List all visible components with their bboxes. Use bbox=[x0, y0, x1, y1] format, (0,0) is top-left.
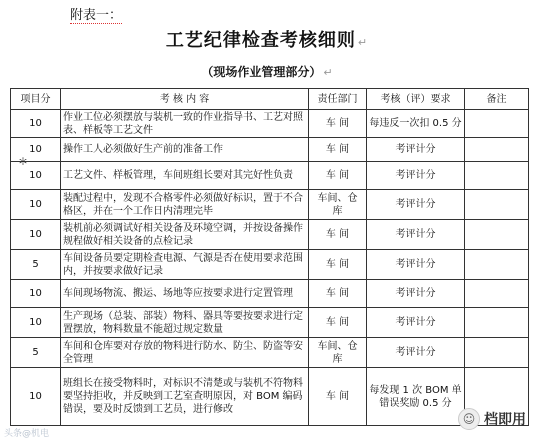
remarks-cell bbox=[465, 220, 529, 250]
score-cell: 10 bbox=[11, 308, 61, 338]
requirement-cell: 考评计分 bbox=[367, 250, 465, 280]
dept-cell: 车 间 bbox=[309, 138, 367, 162]
inspection-table bbox=[10, 88, 529, 426]
star-marker: ＊ bbox=[18, 157, 28, 168]
remarks-cell bbox=[465, 162, 529, 190]
watermark-right bbox=[458, 408, 526, 430]
requirement-cell: 每发现 1 次 BOM 单错误奖励 0.5 分 bbox=[367, 368, 465, 426]
content-cell: 操作工人必须做好生产前的准备工作 bbox=[61, 138, 309, 162]
appendix-label: 附表一： bbox=[70, 8, 123, 23]
score-cell: 10 bbox=[11, 220, 61, 250]
content-cell: 工艺文件、样板管理，车间班组长要对其完好性负责 bbox=[61, 162, 309, 190]
wechat-icon: ☺ bbox=[458, 408, 480, 430]
score-cell: 10 bbox=[11, 162, 61, 190]
remarks-cell bbox=[465, 250, 529, 280]
table-row bbox=[11, 110, 529, 138]
remarks-cell bbox=[465, 338, 529, 368]
dept-cell: 车 间 bbox=[309, 368, 367, 426]
requirement-cell: 考评计分 bbox=[367, 190, 465, 220]
table-row bbox=[11, 368, 529, 426]
dept-cell: 车间、仓 库 bbox=[309, 338, 367, 368]
requirement-cell: 考评计分 bbox=[367, 338, 465, 368]
requirement-cell: 考评计分 bbox=[367, 162, 465, 190]
remarks-cell bbox=[465, 280, 529, 308]
remarks-cell bbox=[465, 110, 529, 138]
score-cell: 5 bbox=[11, 338, 61, 368]
page-subtitle: （现场作业管理部分） ↵ bbox=[201, 65, 333, 79]
requirement-cell: 考评计分 bbox=[367, 138, 465, 162]
requirement-cell: 每违反一次扣 0.5 分 bbox=[367, 110, 465, 138]
remarks-cell bbox=[465, 138, 529, 162]
score-cell: 10 bbox=[11, 368, 61, 426]
dept-cell: 车 间 bbox=[309, 280, 367, 308]
column-header-dept: 责任部门 bbox=[309, 89, 367, 110]
page-title: 工艺纪律检查考核细则 ↵ bbox=[165, 30, 369, 51]
dept-cell: 车 间 bbox=[309, 308, 367, 338]
table-row bbox=[11, 338, 529, 368]
score-cell: 10 bbox=[11, 110, 61, 138]
table-row bbox=[11, 220, 529, 250]
remarks-cell bbox=[465, 190, 529, 220]
score-cell: 10 bbox=[11, 138, 61, 162]
content-cell: 车间现场物流、搬运、场地等应按要求进行定置管理 bbox=[61, 280, 309, 308]
requirement-cell: 考评计分 bbox=[367, 280, 465, 308]
dept-cell: 车 间 bbox=[309, 162, 367, 190]
score-cell: 5 bbox=[11, 250, 61, 280]
table-row bbox=[11, 308, 529, 338]
content-cell: 班组长在接受物料时，对标识不清楚或与装机不符物料要坚持拒收，并反映到工艺室查明原因，对 BOM 编码错误，要及时反馈到工艺员，进行修改 bbox=[61, 368, 309, 426]
requirement-cell: 考评计分 bbox=[367, 220, 465, 250]
content-cell: 装机前必须调试好相关设备及环境空调，并按设备操作规程做好相关设备的点检记录 bbox=[61, 220, 309, 250]
table-row bbox=[11, 162, 529, 190]
column-header-remarks: 备注 bbox=[465, 89, 529, 110]
paragraph-mark-icon: ↵ bbox=[357, 36, 369, 49]
dept-cell: 车 间 bbox=[309, 250, 367, 280]
paragraph-mark-icon: ↵ bbox=[323, 66, 333, 79]
table-header-row bbox=[11, 89, 529, 110]
table-row bbox=[11, 190, 529, 220]
score-cell: 10 bbox=[11, 190, 61, 220]
watermark-text: 档即用 bbox=[484, 412, 526, 428]
score-cell: 10 bbox=[11, 280, 61, 308]
table-row bbox=[11, 250, 529, 280]
content-cell: 装配过程中，发现不合格零件必须做好标识，置于不合格区，并在一个工作日内清理完毕 bbox=[61, 190, 309, 220]
column-header-content: 考 核 内 容 bbox=[61, 89, 309, 110]
watermark-left: 头条@机电 bbox=[4, 429, 50, 439]
dept-cell: 车 间 bbox=[309, 110, 367, 138]
dept-cell: 车间、仓 库 bbox=[309, 190, 367, 220]
remarks-cell bbox=[465, 308, 529, 338]
content-cell: 作业工位必须摆放与装机一致的作业指导书、工艺对照表、样板等工艺文件 bbox=[61, 110, 309, 138]
content-cell: 车间设备员要定期检查电源、气源是否在使用要求范围内，并按要求做好记录 bbox=[61, 250, 309, 280]
column-header-score: 项目分 bbox=[11, 89, 61, 110]
requirement-cell: 考评计分 bbox=[367, 308, 465, 338]
column-header-requirement: 考核（评）要求 bbox=[367, 89, 465, 110]
content-cell: 生产现场（总装、部装）物料、器具等要按要求进行定置摆放，物料数量不能超过规定数量 bbox=[61, 308, 309, 338]
dept-cell: 车 间 bbox=[309, 220, 367, 250]
table-row bbox=[11, 280, 529, 308]
content-cell: 车间和仓库要对存放的物料进行防水、防尘、防盗等安全管理 bbox=[61, 338, 309, 368]
table-row bbox=[11, 138, 529, 162]
